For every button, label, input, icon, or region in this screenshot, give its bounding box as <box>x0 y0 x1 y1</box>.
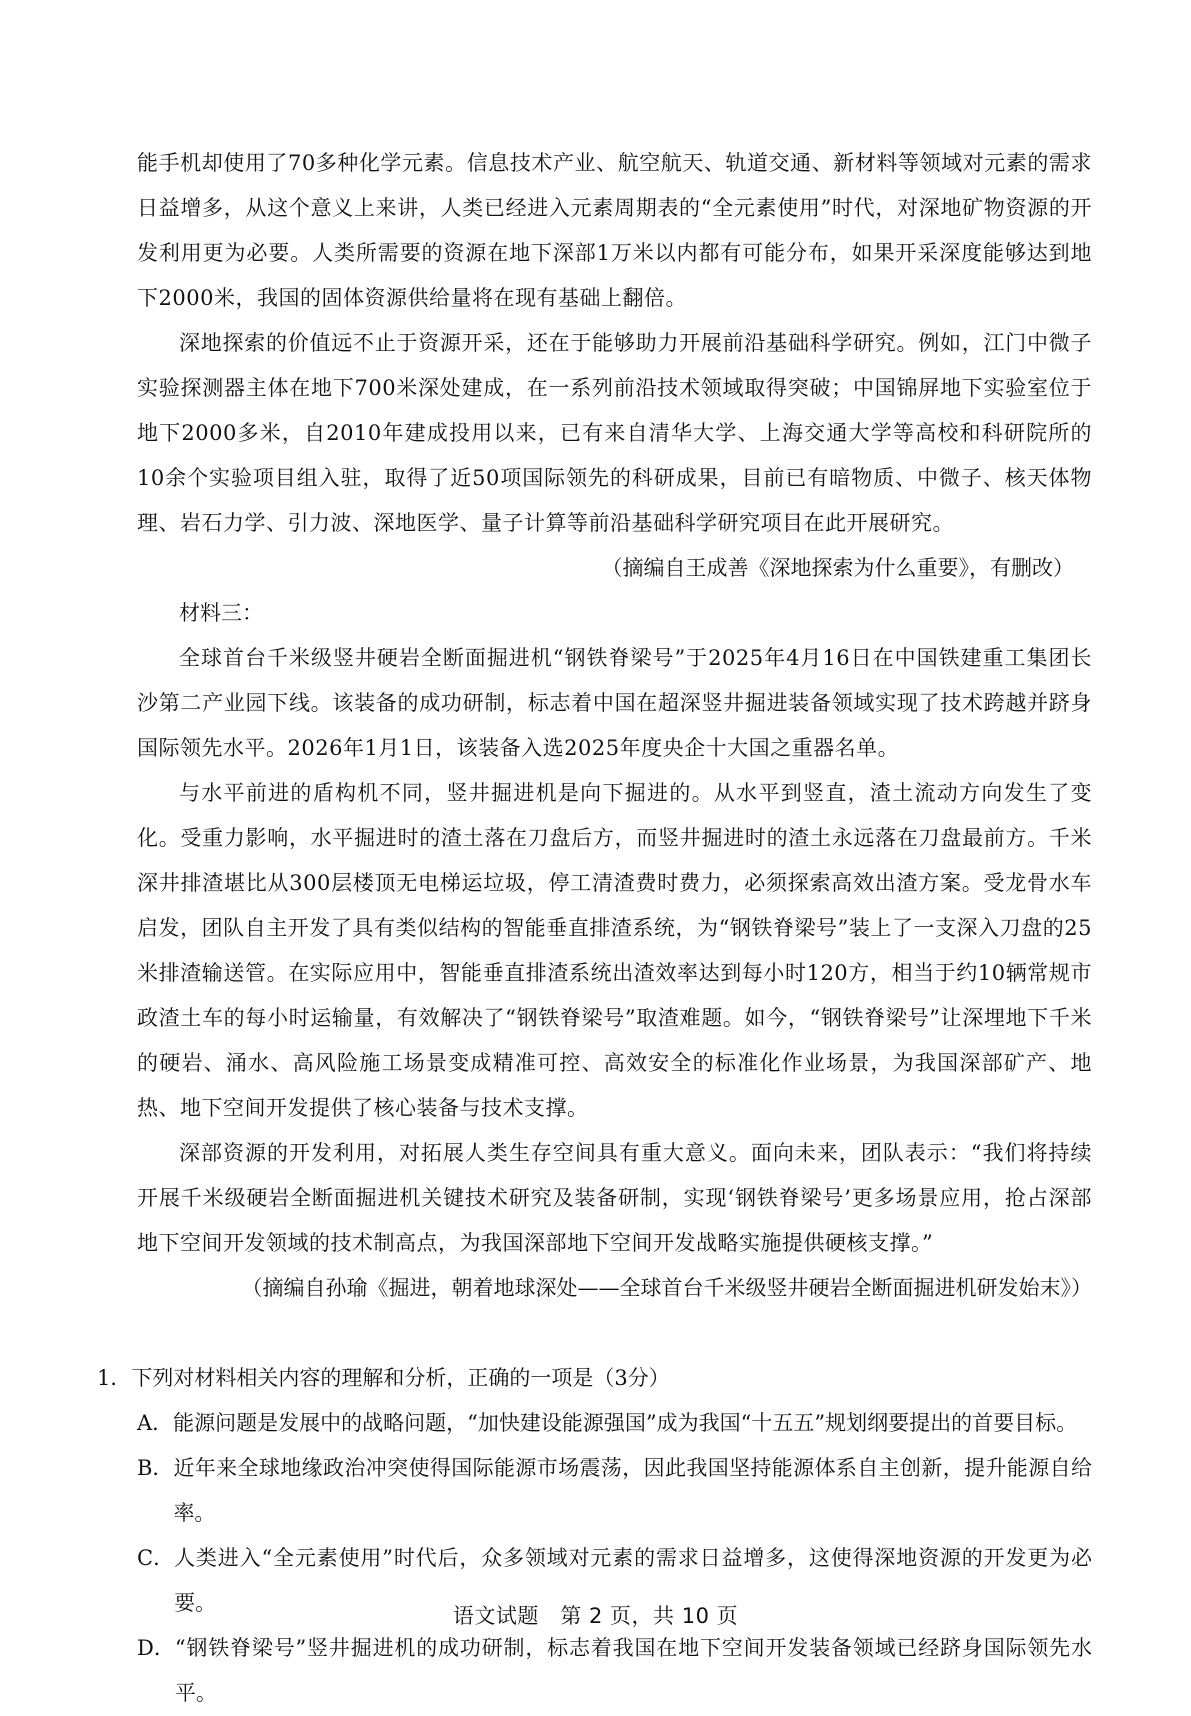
material-three-paragraph: 全球首台千米级竖井硬岩全断面掘进机“钢铁脊梁号”于2025年4月16日在中国铁建重工集团长沙第二产业园下线。该装备的成功研制，标志着中国在超深竖井掘进装备领域实现了技术跨越并跻身国际领先水平。2026年1月1日，该装备入选2025年度央企十大国之重器名单。 <box>137 646 1092 760</box>
paragraph-continuation: 能手机却使用了70多种化学元素。信息技术产业、航空航天、轨道交通、新材料等领域对元素的需求日益增多，从这个意义上来讲，人类已经进入元素周期表的“全元素使用”时代，对深地矿物资源的开发利用更为必要。人类所需要的资源在地下深部1万米以内都有可能分布，如果开采深度能够达到地下2000米，我国的固体资源供给量将在现有基础上翻倍。 <box>137 151 1092 310</box>
option-letter: B． <box>137 1456 174 1480</box>
source-citation-three: （摘编自孙瑜《掘进，朝着地球深处——全球首台千米级竖井硬岩全断面掘进机研发始末》） <box>241 1276 1092 1300</box>
source-citation-two: （摘编自王成善《深地探索为什么重要》，有删改） <box>601 556 1074 580</box>
option-text: “钢铁脊梁号”竖井掘进机的成功研制，标志着我国在地下空间开发装备领域已经跻身国际领先水平。 <box>174 1636 1092 1705</box>
option-b <box>137 1446 1092 1536</box>
material-three-paragraph: 深部资源的开发利用，对拓展人类生存空间具有重大意义。面向未来，团队表示：“我们将持续开展千米级硬岩全断面掘进机关键技术研究及装备研制，实现‘钢铁脊梁号’更多场景应用，抢占深部地下空间开发领域的技术制高点，为我国深部地下空间开发战略实施提供硬核支撑。” <box>137 1141 1092 1255</box>
option-letter: A． <box>137 1411 174 1435</box>
question-stem: 1．下列对材料相关内容的理解和分析，正确的一项是（3分） <box>97 1366 670 1390</box>
option-text: 能源问题是发展中的战略问题，“加快建设能源强国”成为我国“十五五”规划纲要提出的首要目标。 <box>173 1411 1078 1435</box>
option-letter: D． <box>137 1636 175 1660</box>
option-d <box>137 1626 1092 1716</box>
option-text: 近年来全球地缘政治冲突使得国际能源市场震荡，因此我国坚持能源体系自主创新，提升能源自给率。 <box>173 1456 1092 1525</box>
option-a <box>137 1401 1092 1446</box>
question-1 <box>97 1356 1092 1716</box>
material-three-heading: 材料三： <box>179 601 263 625</box>
page-content <box>97 141 1092 1716</box>
option-text: 人类进入“全元素使用”时代后，众多领域对元素的需求日益增多，这使得深地资源的开发更为必要。 <box>174 1546 1092 1615</box>
paragraph-deep-exploration: 深地探索的价值远不止于资源开采，还在于能够助力开展前沿基础科学研究。例如，江门中微子实验探测器主体在地下700米深处建成，在一系列前沿技术领域取得突破；中国锦屏地下实验室位于地下2000多米，自2010年建成投用以来，已有来自清华大学、上海交通大学等高校和科研院所的10余个实验项目组入驻，取得了近50项国际领先的科研成果，目前已有暗物质、中微子、核天体物理、岩石力学、引力波、深地医学、量子计算等前沿基础科学研究项目在此开展研究。 <box>137 331 1092 535</box>
option-letter: C． <box>137 1546 175 1570</box>
material-three-paragraph: 与水平前进的盾构机不同，竖井掘进机是向下掘进的。从水平到竖直，渣土流动方向发生了变化。受重力影响，水平掘进时的渣土落在刀盘后方，而竖井掘进时的渣土永远落在刀盘最前方。千米深井排渣堪比从300层楼顶无电梯运垃圾，停工清渣费时费力，必须探索高效出渣方案。受龙骨水车启发，团队自主开发了具有类似结构的智能垂直排渣系统，为“钢铁脊梁号”装上了一支深入刀盘的25米排渣输送管。在实际应用中，智能垂直排渣系统出渣效率达到每小时120方，相当于约10辆常规市政渣土车的每小时运输量，有效解决了“钢铁脊梁号”取渣难题。如今，“钢铁脊梁号”让深埋地下千米的硬岩、涌水、高风险施工场景变成精准可控、高效安全的标准化作业场景，为我国深部矿产、地热、地下空间开发提供了核心装备与技术支撑。 <box>137 781 1092 1120</box>
page-footer: 语文试题 第 2 页，共 10 页 <box>452 1604 739 1628</box>
